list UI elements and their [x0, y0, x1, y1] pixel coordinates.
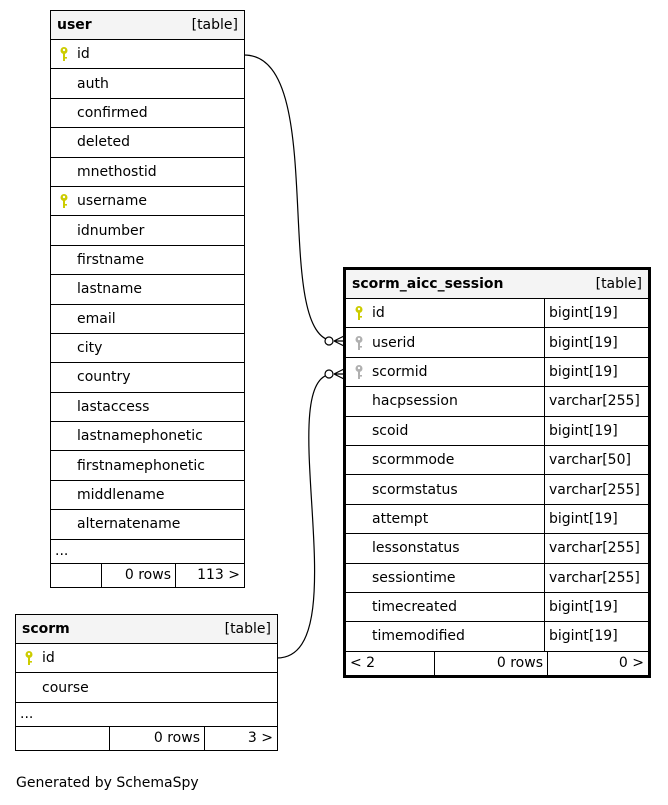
column-type: bigint[19]	[544, 328, 648, 356]
footer-parents[interactable]: < 2	[350, 655, 376, 672]
column-row-course[interactable]	[16, 673, 277, 702]
column-row-userid[interactable]	[346, 328, 648, 357]
more-columns[interactable]: ...	[16, 703, 277, 727]
column-name-text: attempt	[372, 510, 429, 527]
key-icon	[353, 305, 365, 321]
column-row-scormstatus[interactable]	[346, 475, 648, 504]
table-header	[16, 615, 277, 644]
column-row-scoid[interactable]	[346, 417, 648, 446]
column-row-firstname[interactable]	[51, 246, 244, 275]
column-name	[51, 216, 244, 244]
relation-optional-marker	[325, 370, 333, 378]
column-name	[51, 246, 244, 274]
column-row-sessiontime[interactable]	[346, 564, 648, 593]
column-type: varchar[255]	[544, 534, 648, 562]
column-name-text: firstnamephonetic	[77, 457, 205, 474]
column-name-text: email	[77, 310, 116, 327]
column-row-idnumber[interactable]	[51, 216, 244, 245]
column-name	[51, 128, 244, 156]
column-name-text: middlename	[77, 487, 165, 504]
column-row-middlename[interactable]	[51, 481, 244, 510]
column-name-text: userid	[372, 334, 416, 351]
table-kind: [table]	[191, 17, 238, 33]
column-type: varchar[255]	[544, 564, 648, 592]
column-name-text: scoid	[372, 422, 409, 439]
column-row-id[interactable]	[346, 299, 648, 328]
column-row-username[interactable]	[51, 187, 244, 216]
column-row-lastnamephonetic[interactable]	[51, 422, 244, 451]
table-footer	[51, 564, 244, 587]
column-row-confirmed[interactable]	[51, 99, 244, 128]
column-name	[346, 505, 544, 533]
column-name-text: scormstatus	[372, 481, 458, 498]
table-footer	[346, 652, 648, 675]
column-row-scormmode[interactable]	[346, 446, 648, 475]
column-name-text: confirmed	[77, 104, 148, 121]
column-name	[346, 328, 544, 356]
column-name	[346, 387, 544, 415]
column-name-text: hacpsession	[372, 393, 458, 410]
table-header	[51, 11, 244, 40]
column-name-text: scormid	[372, 363, 428, 380]
column-name-text: timemodified	[372, 628, 465, 645]
table-name: scorm	[22, 621, 70, 637]
column-name-text: lastname	[77, 281, 142, 298]
column-name	[51, 187, 244, 215]
column-name	[346, 475, 544, 503]
table-header	[346, 270, 648, 299]
footer-children[interactable]: 3 >	[204, 727, 277, 750]
column-row-deleted[interactable]	[51, 128, 244, 157]
column-name	[51, 510, 244, 538]
key-icon	[353, 364, 365, 380]
footer-row-count: 0 rows	[101, 564, 175, 587]
column-row-lessonstatus[interactable]	[346, 534, 648, 563]
column-name	[51, 422, 244, 450]
column-name-text: lastaccess	[77, 398, 150, 415]
column-name-text: alternatename	[77, 516, 181, 533]
footer-row-count: 0 rows	[109, 727, 204, 750]
column-row-lastaccess[interactable]	[51, 393, 244, 422]
column-type: bigint[19]	[544, 417, 648, 445]
column-name	[51, 69, 244, 97]
column-row-firstnamephonetic[interactable]	[51, 451, 244, 480]
column-row-id[interactable]	[51, 40, 244, 69]
column-name-text: deleted	[77, 134, 130, 151]
column-list	[51, 40, 244, 540]
column-row-country[interactable]	[51, 363, 244, 392]
table-footer	[16, 727, 277, 750]
table-user[interactable]	[50, 10, 245, 588]
footer-parents	[16, 727, 109, 750]
column-row-mnethostid[interactable]	[51, 158, 244, 187]
column-name	[16, 673, 277, 701]
column-name	[346, 534, 544, 562]
column-name-text: id	[372, 305, 385, 322]
table-name: scorm_aicc_session	[352, 276, 504, 292]
table-name: user	[57, 17, 92, 33]
column-name	[346, 446, 544, 474]
column-name-text: course	[42, 679, 89, 696]
generated-by-label: Generated by SchemaSpy	[16, 775, 199, 791]
column-type: bigint[19]	[544, 622, 648, 650]
column-name	[51, 99, 244, 127]
column-row-timecreated[interactable]	[346, 593, 648, 622]
column-name-text: id	[42, 650, 55, 667]
footer-children[interactable]: 0 >	[547, 652, 648, 675]
column-name-text: idnumber	[77, 222, 145, 239]
column-name	[51, 363, 244, 391]
column-type: bigint[19]	[544, 505, 648, 533]
column-name	[51, 275, 244, 303]
more-columns[interactable]: ...	[51, 540, 244, 564]
key-icon	[353, 335, 365, 351]
column-type: bigint[19]	[544, 358, 648, 386]
column-type: varchar[50]	[544, 446, 648, 474]
column-name	[346, 417, 544, 445]
column-name	[51, 393, 244, 421]
column-name-text: timecreated	[372, 599, 457, 616]
column-name	[346, 622, 544, 650]
column-name	[346, 299, 544, 327]
footer-parents	[51, 564, 101, 587]
column-list	[346, 299, 648, 652]
column-name	[346, 358, 544, 386]
relation-user-id-to-userid	[244, 55, 333, 341]
column-name-text: country	[77, 369, 131, 386]
column-name	[51, 305, 244, 333]
column-type: bigint[19]	[544, 299, 648, 327]
column-list	[16, 644, 277, 703]
column-name-text: id	[77, 46, 90, 63]
column-name	[51, 40, 244, 68]
column-name-text: scormmode	[372, 452, 455, 469]
column-name-text: lessonstatus	[372, 540, 460, 557]
footer-children[interactable]: 113 >	[175, 564, 244, 587]
table-kind: [table]	[595, 276, 642, 292]
footer-row-count: 0 rows	[434, 652, 547, 675]
column-row-lastname[interactable]	[51, 275, 244, 304]
column-name-text: username	[77, 193, 147, 210]
column-name-text: firstname	[77, 251, 145, 268]
column-row-attempt[interactable]	[346, 505, 648, 534]
column-row-timemodified[interactable]	[346, 622, 648, 651]
column-row-alternatename[interactable]	[51, 510, 244, 539]
table-kind: [table]	[224, 621, 271, 637]
key-icon	[58, 193, 70, 209]
table-scorm-aicc-session[interactable]	[343, 267, 651, 678]
column-name	[16, 644, 277, 672]
table-scorm[interactable]	[15, 614, 278, 751]
column-name-text: city	[77, 340, 103, 357]
column-name-text: auth	[77, 75, 109, 92]
column-row-scormid[interactable]	[346, 358, 648, 387]
column-type: bigint[19]	[544, 593, 648, 621]
column-type: varchar[255]	[544, 387, 648, 415]
column-row-auth[interactable]	[51, 69, 244, 98]
column-name-text: sessiontime	[372, 569, 456, 586]
column-name	[346, 564, 544, 592]
column-name	[51, 451, 244, 479]
column-name	[51, 481, 244, 509]
column-row-id[interactable]	[16, 644, 277, 673]
column-row-hacpsession[interactable]	[346, 387, 648, 416]
key-icon	[58, 46, 70, 62]
column-name	[51, 158, 244, 186]
column-row-city[interactable]	[51, 334, 244, 363]
column-name-text: lastnamephonetic	[77, 428, 203, 445]
column-name	[346, 593, 544, 621]
column-row-email[interactable]	[51, 305, 244, 334]
column-name	[51, 334, 244, 362]
column-type: varchar[255]	[544, 475, 648, 503]
key-icon	[23, 650, 35, 666]
column-name-text: mnethostid	[77, 163, 157, 180]
relation-scorm-id-to-scormid	[277, 374, 333, 658]
relation-optional-marker	[325, 337, 333, 345]
